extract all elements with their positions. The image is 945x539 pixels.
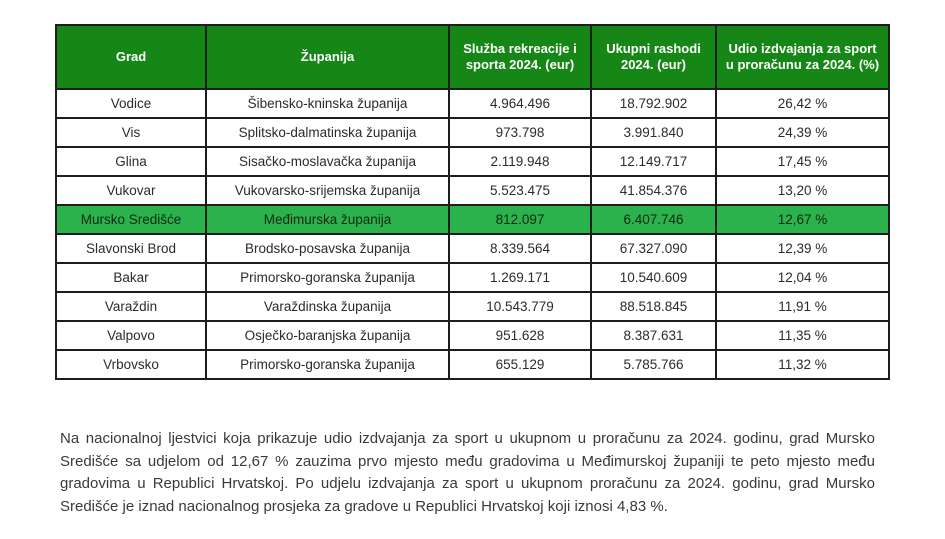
cell-grad: Glina: [56, 147, 206, 176]
cell-grad: Valpovo: [56, 321, 206, 350]
cell-grad: Mursko Središće: [56, 205, 206, 234]
col-header-grad: Grad: [56, 25, 206, 89]
cell-sluzba: 1.269.171: [449, 263, 591, 292]
table-row: [56, 263, 889, 292]
table-row: [56, 118, 889, 147]
table-row: [56, 292, 889, 321]
cell-zupanija: Primorsko-goranska županija: [206, 350, 449, 379]
table-row: [56, 147, 889, 176]
cell-grad: Vodice: [56, 89, 206, 118]
cell-grad: Varaždin: [56, 292, 206, 321]
cell-udio: 13,20 %: [716, 176, 889, 205]
cell-udio: 24,39 %: [716, 118, 889, 147]
cell-grad: Vis: [56, 118, 206, 147]
cell-rashodi: 41.854.376: [591, 176, 716, 205]
table-header: [56, 25, 889, 89]
table-row: [56, 321, 889, 350]
cell-zupanija: Splitsko-dalmatinska županija: [206, 118, 449, 147]
cell-udio: 11,32 %: [716, 350, 889, 379]
cell-rashodi: 88.518.845: [591, 292, 716, 321]
table-row: [56, 350, 889, 379]
col-header-udio-izdvajanja: Udio izdvajanja za sport u proračunu za 2024. (%): [716, 25, 889, 89]
cell-sluzba: 5.523.475: [449, 176, 591, 205]
cell-zupanija: Sisačko-moslavačka županija: [206, 147, 449, 176]
cell-udio: 12,39 %: [716, 234, 889, 263]
cell-zupanija: Osječko-baranjska županija: [206, 321, 449, 350]
cell-rashodi: 6.407.746: [591, 205, 716, 234]
cell-rashodi: 3.991.840: [591, 118, 716, 147]
cell-zupanija: Šibensko-kninska županija: [206, 89, 449, 118]
cell-udio: 11,91 %: [716, 292, 889, 321]
cell-rashodi: 67.327.090: [591, 234, 716, 263]
cell-zupanija: Vukovarsko-srijemska županija: [206, 176, 449, 205]
cell-udio: 17,45 %: [716, 147, 889, 176]
cell-rashodi: 12.149.717: [591, 147, 716, 176]
cell-sluzba: 8.339.564: [449, 234, 591, 263]
col-header-sluzba-rekreacije: Služba rekreacije i sporta 2024. (eur): [449, 25, 591, 89]
cell-sluzba: 951.628: [449, 321, 591, 350]
cell-sluzba: 10.543.779: [449, 292, 591, 321]
table-row: [56, 176, 889, 205]
cell-udio: 12,04 %: [716, 263, 889, 292]
table-row: [56, 89, 889, 118]
cell-rashodi: 18.792.902: [591, 89, 716, 118]
table-body: [56, 89, 889, 379]
cell-udio: 26,42 %: [716, 89, 889, 118]
cell-rashodi: 5.785.766: [591, 350, 716, 379]
col-header-zupanija: Županija: [206, 25, 449, 89]
cell-zupanija: Brodsko-posavska županija: [206, 234, 449, 263]
summary-paragraph: Na nacionalnoj ljestvici koja prikazuje udio izdvajanja za sport u ukupnom u proračunu za 2024. godinu, grad Mursko Središće sa udjelom od 12,67 % zauzima prvo mjesto među gradovima u Međimurskoj županiji te peto mjesto među gradovima u Republici Hrvatskoj. Po udjelu izdvajanja za sport u ukupnom proračunu za 2024. godinu, grad Mursko Središće je iznad nacionalnog prosjeka za gradove u Republici Hrvatskoj koji iznosi 4,83 %.: [60, 430, 875, 515]
cell-zupanija: Varaždinska županija: [206, 292, 449, 321]
col-header-ukupni-rashodi: Ukupni rashodi 2024. (eur): [591, 25, 716, 89]
cell-rashodi: 8.387.631: [591, 321, 716, 350]
cell-grad: Vrbovsko: [56, 350, 206, 379]
cell-rashodi: 10.540.609: [591, 263, 716, 292]
cell-grad: Vukovar: [56, 176, 206, 205]
cell-grad: Slavonski Brod: [56, 234, 206, 263]
header-row: [56, 25, 889, 89]
cell-sluzba: 973.798: [449, 118, 591, 147]
cell-sluzba: 4.964.496: [449, 89, 591, 118]
cell-udio: 11,35 %: [716, 321, 889, 350]
cell-zupanija: Primorsko-goranska županija: [206, 263, 449, 292]
cell-zupanija: Međimurska županija: [206, 205, 449, 234]
cell-sluzba: 2.119.948: [449, 147, 591, 176]
cell-sluzba: 812.097: [449, 205, 591, 234]
sport-budget-table: [55, 24, 890, 380]
table-row: [56, 234, 889, 263]
table-row-highlighted: [56, 205, 889, 234]
cell-sluzba: 655.129: [449, 350, 591, 379]
cell-grad: Bakar: [56, 263, 206, 292]
cell-udio: 12,67 %: [716, 205, 889, 234]
